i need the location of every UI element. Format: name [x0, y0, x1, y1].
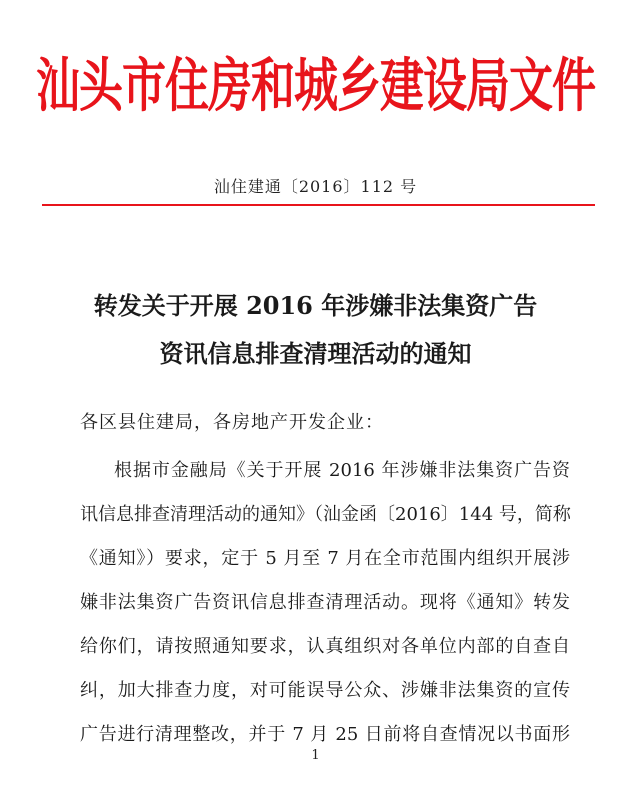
header-divider [42, 204, 595, 206]
document-number: 汕住建通〔2016〕112 号 [213, 177, 418, 196]
body-line: 讯信息排查清理活动的通知》（汕金函〔2016〕144 号，简称 [80, 504, 571, 525]
body-line: 根据市金融局《关于开展 2016 年涉嫌非法集资广告资 [114, 460, 570, 481]
body-line: 嫌非法集资广告资讯信息排查清理活动。现将《通知》转发 [80, 592, 570, 613]
document-title-line-2: 资讯信息排查清理活动的通知 [159, 339, 472, 368]
body-line: 广告进行清理整改，并于 7 月 25 日前将自查情况以书面形 [80, 724, 570, 745]
body-line: 《通知》）要求，定于 5 月至 7 月在全市范围内组织开展涉 [80, 548, 570, 569]
document-header-title: 汕头市住房和城乡建设局文件 [36, 52, 595, 120]
page-number: 1 [311, 748, 320, 763]
salutation: 各区县住建局，各房地产开发企业： [80, 412, 384, 433]
document-title-line-1: 转发关于开展 2016 年涉嫌非法集资广告 [93, 291, 538, 320]
body-line: 纠，加大排查力度，对可能误导公众、涉嫌非法集资的宣传 [80, 680, 570, 701]
body-line: 给你们，请按照通知要求，认真组织对各单位内部的自查自 [80, 636, 570, 657]
